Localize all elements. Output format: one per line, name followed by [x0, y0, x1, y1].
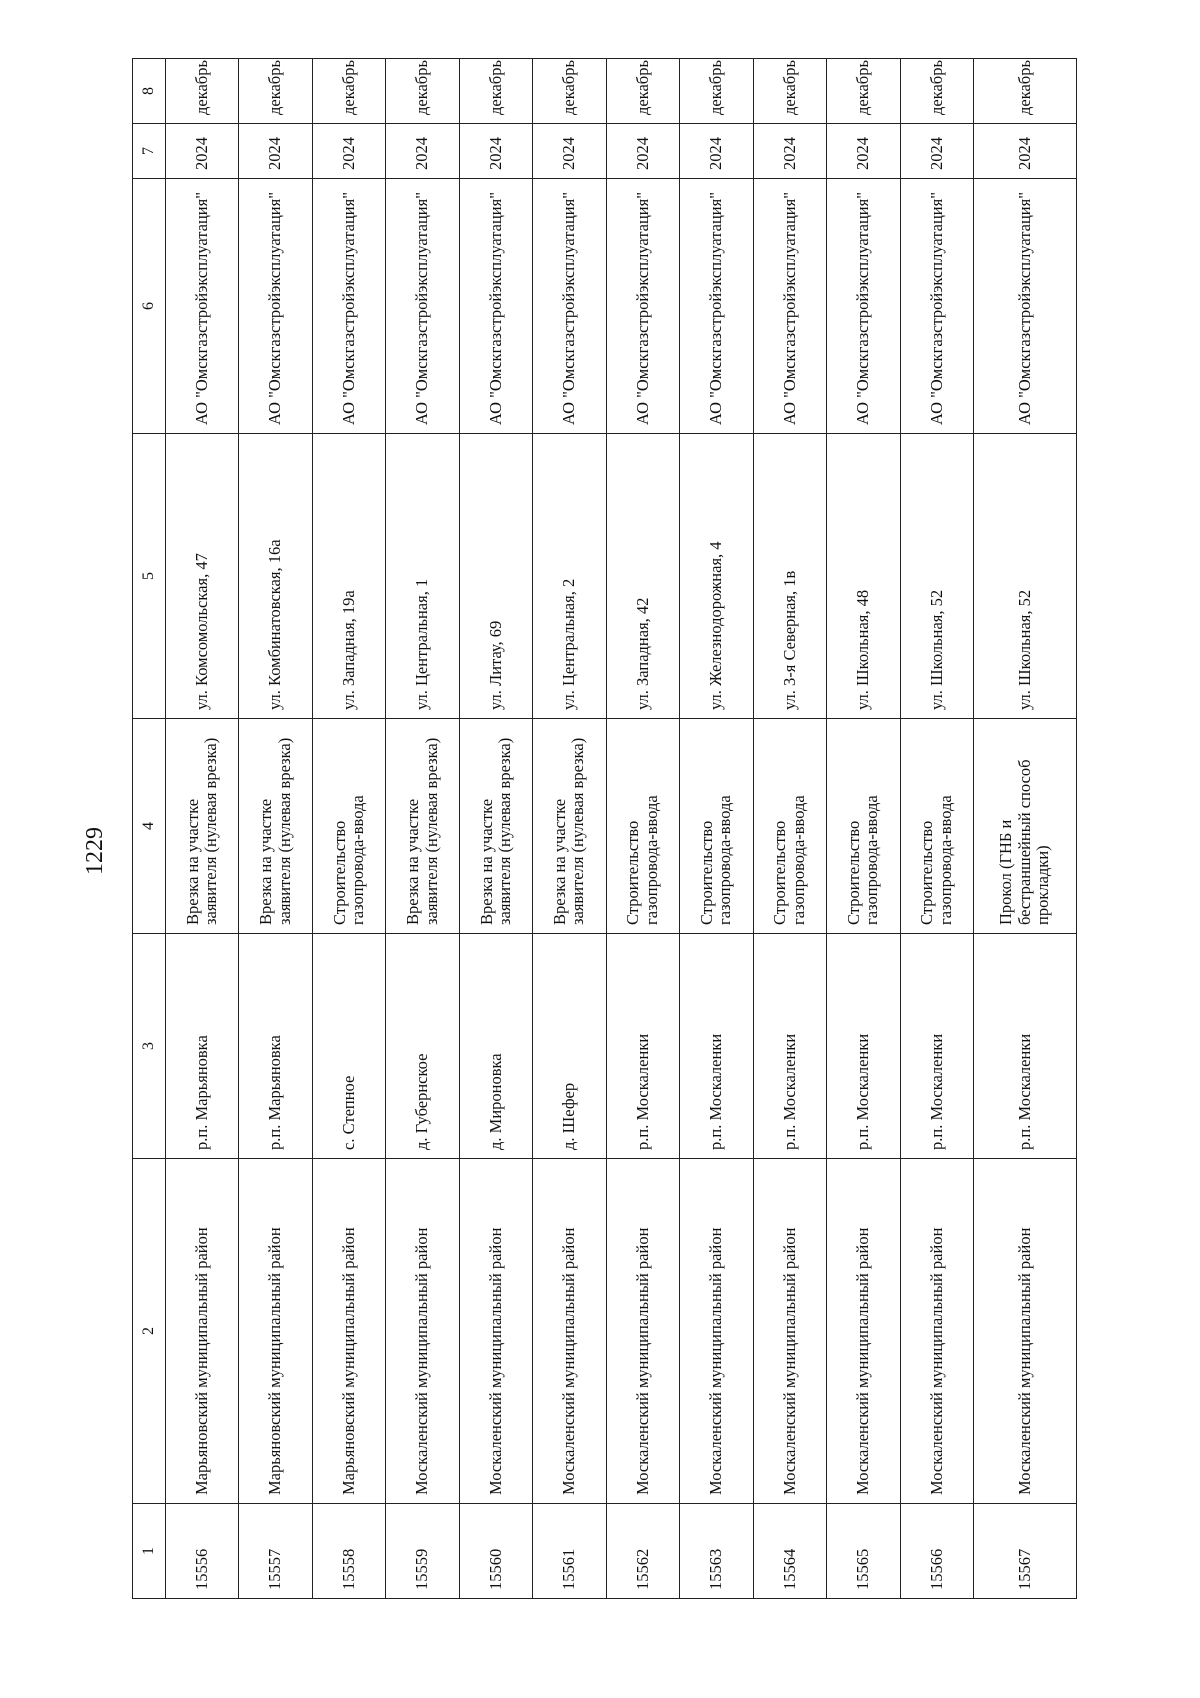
district-cell: Марьяновский муниципальный район: [312, 1159, 385, 1504]
organization-cell: АО "Омскгазстройэксплуатация": [533, 179, 606, 434]
table-row: [900, 59, 973, 1599]
district-cell: Москаленский муниципальный район: [533, 1159, 606, 1504]
address-cell: ул. Комсомольская, 47: [166, 434, 239, 719]
locality-cell: р.п. Москаленки: [606, 934, 679, 1159]
locality-cell: д. Губернское: [386, 934, 459, 1159]
month-cell: декабрь: [459, 59, 532, 124]
header-row: [133, 59, 166, 1599]
district-cell: Москаленский муниципальный район: [459, 1159, 532, 1504]
address-cell: ул. Западная, 19а: [312, 434, 385, 719]
table-row: [973, 59, 1076, 1599]
column-header: 4: [133, 719, 166, 934]
month-cell: декабрь: [900, 59, 973, 124]
address-cell: ул. Школьная, 48: [827, 434, 900, 719]
rotated-table-frame: [132, 59, 1077, 1599]
work-type-cell: Строительство газопровода-ввода: [827, 719, 900, 934]
organization-cell: АО "Омскгазстройэксплуатация": [827, 179, 900, 434]
column-header: 5: [133, 434, 166, 719]
work-type-cell: Врезка на участке заявителя (нулевая врезка): [166, 719, 239, 934]
record-number: 15565: [827, 1504, 900, 1599]
record-number: 15561: [533, 1504, 606, 1599]
district-cell: Марьяновский муниципальный район: [166, 1159, 239, 1504]
month-cell: декабрь: [753, 59, 826, 124]
locality-cell: с. Степное: [312, 934, 385, 1159]
year-cell: 2024: [606, 124, 679, 179]
organization-cell: АО "Омскгазстройэксплуатация": [973, 179, 1076, 434]
address-cell: ул. Западная, 42: [606, 434, 679, 719]
district-cell: Марьяновский муниципальный район: [239, 1159, 312, 1504]
year-cell: 2024: [533, 124, 606, 179]
organization-cell: АО "Омскгазстройэксплуатация": [680, 179, 753, 434]
address-cell: ул. 3-я Северная, 1в: [753, 434, 826, 719]
table-row: [386, 59, 459, 1599]
district-cell: Москаленский муниципальный район: [753, 1159, 826, 1504]
work-type-cell: Строительство газопровода-ввода: [753, 719, 826, 934]
year-cell: 2024: [827, 124, 900, 179]
column-header: 3: [133, 934, 166, 1159]
locality-cell: д. Мироновка: [459, 934, 532, 1159]
locality-cell: р.п. Москаленки: [973, 934, 1076, 1159]
column-header: 2: [133, 1159, 166, 1504]
month-cell: декабрь: [606, 59, 679, 124]
address-cell: ул. Литау, 69: [459, 434, 532, 719]
column-header: 1: [133, 1504, 166, 1599]
address-cell: ул. Железнодорожная, 4: [680, 434, 753, 719]
record-number: 15556: [166, 1504, 239, 1599]
record-number: 15558: [312, 1504, 385, 1599]
table-row: [166, 59, 239, 1599]
record-number: 15557: [239, 1504, 312, 1599]
district-cell: Москаленский муниципальный район: [680, 1159, 753, 1504]
month-cell: декабрь: [239, 59, 312, 124]
column-header: 6: [133, 179, 166, 434]
organization-cell: АО "Омскгазстройэксплуатация": [900, 179, 973, 434]
address-cell: ул. Школьная, 52: [973, 434, 1076, 719]
address-cell: ул. Центральная, 1: [386, 434, 459, 719]
locality-cell: р.п. Марьяновка: [166, 934, 239, 1159]
organization-cell: АО "Омскгазстройэксплуатация": [239, 179, 312, 434]
address-cell: ул. Школьная, 52: [900, 434, 973, 719]
work-type-cell: Врезка на участке заявителя (нулевая врезка): [459, 719, 532, 934]
work-type-cell: Врезка на участке заявителя (нулевая врезка): [386, 719, 459, 934]
table-row: [239, 59, 312, 1599]
table-row: [827, 59, 900, 1599]
year-cell: 2024: [900, 124, 973, 179]
district-cell: Москаленский муниципальный район: [386, 1159, 459, 1504]
column-header: 7: [133, 124, 166, 179]
district-cell: Москаленский муниципальный район: [606, 1159, 679, 1504]
table-row: [680, 59, 753, 1599]
year-cell: 2024: [459, 124, 532, 179]
record-number: 15564: [753, 1504, 826, 1599]
year-cell: 2024: [753, 124, 826, 179]
organization-cell: АО "Омскгазстройэксплуатация": [459, 179, 532, 434]
table-row: [312, 59, 385, 1599]
record-number: 15559: [386, 1504, 459, 1599]
record-number: 15566: [900, 1504, 973, 1599]
register-table: [132, 58, 1077, 1599]
table-row: [459, 59, 532, 1599]
month-cell: декабрь: [386, 59, 459, 124]
locality-cell: р.п. Москаленки: [900, 934, 973, 1159]
year-cell: 2024: [973, 124, 1076, 179]
year-cell: 2024: [312, 124, 385, 179]
work-type-cell: Врезка на участке заявителя (нулевая врезка): [239, 719, 312, 934]
locality-cell: р.п. Москаленки: [680, 934, 753, 1159]
table-header: [133, 59, 166, 1599]
month-cell: декабрь: [312, 59, 385, 124]
organization-cell: АО "Омскгазстройэксплуатация": [312, 179, 385, 434]
column-header: 8: [133, 59, 166, 124]
work-type-cell: Строительство газопровода-ввода: [312, 719, 385, 934]
record-number: 15562: [606, 1504, 679, 1599]
year-cell: 2024: [239, 124, 312, 179]
year-cell: 2024: [386, 124, 459, 179]
year-cell: 2024: [166, 124, 239, 179]
organization-cell: АО "Омскгазстройэксплуатация": [166, 179, 239, 434]
locality-cell: р.п. Москаленки: [753, 934, 826, 1159]
page-number: 1229: [82, 827, 108, 875]
month-cell: декабрь: [827, 59, 900, 124]
address-cell: ул. Центральная, 2: [533, 434, 606, 719]
district-cell: Москаленский муниципальный район: [827, 1159, 900, 1504]
record-number: 15567: [973, 1504, 1076, 1599]
table-row: [753, 59, 826, 1599]
month-cell: декабрь: [166, 59, 239, 124]
table-row: [606, 59, 679, 1599]
locality-cell: д. Шефер: [533, 934, 606, 1159]
organization-cell: АО "Омскгазстройэксплуатация": [753, 179, 826, 434]
month-cell: декабрь: [973, 59, 1076, 124]
year-cell: 2024: [680, 124, 753, 179]
record-number: 15560: [459, 1504, 532, 1599]
locality-cell: р.п. Москаленки: [827, 934, 900, 1159]
organization-cell: АО "Омскгазстройэксплуатация": [386, 179, 459, 434]
record-number: 15563: [680, 1504, 753, 1599]
district-cell: Москаленский муниципальный район: [900, 1159, 973, 1504]
work-type-cell: Прокол (ГНБ и бестраншейный способ прокладки): [973, 719, 1076, 934]
table-body: [166, 59, 1077, 1599]
work-type-cell: Строительство газопровода-ввода: [900, 719, 973, 934]
table-row: [533, 59, 606, 1599]
organization-cell: АО "Омскгазстройэксплуатация": [606, 179, 679, 434]
district-cell: Москаленский муниципальный район: [973, 1159, 1076, 1504]
locality-cell: р.п. Марьяновка: [239, 934, 312, 1159]
work-type-cell: Врезка на участке заявителя (нулевая врезка): [533, 719, 606, 934]
work-type-cell: Строительство газопровода-ввода: [606, 719, 679, 934]
month-cell: декабрь: [680, 59, 753, 124]
work-type-cell: Строительство газопровода-ввода: [680, 719, 753, 934]
address-cell: ул. Комбинатовская, 16а: [239, 434, 312, 719]
month-cell: декабрь: [533, 59, 606, 124]
